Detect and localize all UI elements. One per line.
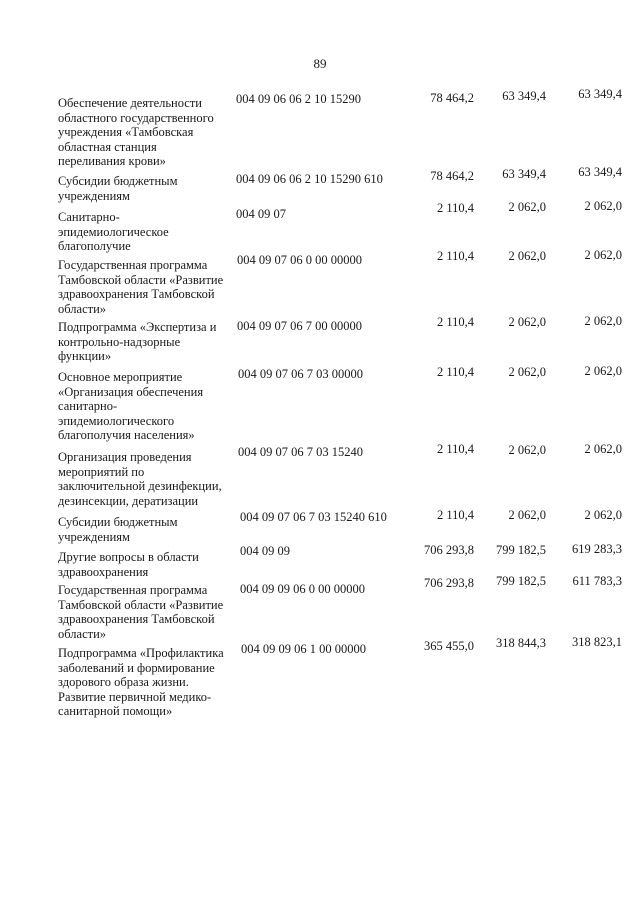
row-value-2: 63 349,4 xyxy=(502,167,546,181)
row-value-1: 2 110,4 xyxy=(436,201,474,215)
row-code: 004 09 06 06 2 10 15290 xyxy=(236,92,361,106)
row-value-3: 63 349,4 xyxy=(578,87,622,101)
row-value-1: 2 110,4 xyxy=(436,249,474,263)
row-value-3: 2 062,0 xyxy=(584,508,622,522)
row-value-1: 706 293,8 xyxy=(424,543,474,557)
row-value-1: 2 110,4 xyxy=(436,315,474,329)
row-value-2: 318 844,3 xyxy=(496,636,546,650)
row-name: Санитарно- эпидемиологическое благополучие xyxy=(58,210,169,254)
row-name: Основное мероприятие «Организация обеспечения санитарно- эпидемиологического благополучия населения» xyxy=(58,370,204,443)
row-code: 004 09 07 06 7 03 15240 610 xyxy=(240,510,387,524)
row-code: 004 09 07 06 0 00 00000 xyxy=(237,253,362,267)
row-value-2: 799 182,5 xyxy=(496,574,546,588)
row-value-2: 63 349,4 xyxy=(502,89,546,103)
row-name: Другие вопросы в области здравоохранения xyxy=(58,550,199,579)
row-value-1: 78 464,2 xyxy=(430,169,474,183)
row-value-2: 799 182,5 xyxy=(496,543,546,557)
row-value-3: 2 062,0 xyxy=(584,442,622,456)
row-value-1: 365 455,0 xyxy=(424,639,474,653)
row-name: Обеспечение деятельности областного государственного учреждения «Тамбовская областная станция переливания крови» xyxy=(58,96,214,169)
row-value-1: 2 110,4 xyxy=(436,508,474,522)
row-value-3: 318 823,1 xyxy=(572,635,622,649)
row-name: Государственная программа Тамбовской области «Развитие здравоохранения Тамбовской области» xyxy=(58,583,224,641)
row-value-3: 619 283,3 xyxy=(572,542,622,556)
row-name: Государственная программа Тамбовской области «Развитие здравоохранения Тамбовской области» xyxy=(58,258,224,316)
row-code: 004 09 06 06 2 10 15290 610 xyxy=(236,172,383,186)
row-value-3: 63 349,4 xyxy=(578,165,622,179)
page-number: 89 xyxy=(313,56,327,71)
row-value-2: 2 062,0 xyxy=(508,200,546,214)
row-code: 004 09 07 06 7 03 15240 xyxy=(238,445,363,459)
row-value-2: 2 062,0 xyxy=(508,249,546,263)
row-name: Организация проведения мероприятий по заключительной дезинфекции, дезинсекции, дератизации xyxy=(58,450,222,508)
row-code: 004 09 07 xyxy=(236,207,286,221)
row-name: Субсидии бюджетным учреждениям xyxy=(58,515,178,544)
row-code: 004 09 07 06 7 03 00000 xyxy=(238,367,363,381)
row-value-3: 611 783,3 xyxy=(572,574,622,588)
row-name: Подпрограмма «Профилактика заболеваний и формирование здорового образа жизни. Развитие первичной медико- санитарной помощи» xyxy=(58,646,224,719)
row-code: 004 09 07 06 7 00 00000 xyxy=(237,319,362,333)
row-value-1: 706 293,8 xyxy=(424,576,474,590)
row-value-3: 2 062,0 xyxy=(584,314,622,328)
row-value-3: 2 062,0 xyxy=(584,364,622,378)
row-value-2: 2 062,0 xyxy=(508,508,546,522)
row-name: Субсидии бюджетным учреждениям xyxy=(58,174,178,203)
row-value-3: 2 062,0 xyxy=(584,248,622,262)
row-value-3: 2 062,0 xyxy=(584,199,622,213)
row-value-1: 78 464,2 xyxy=(430,91,474,105)
row-code: 004 09 09 06 1 00 00000 xyxy=(241,642,366,656)
row-value-1: 2 110,4 xyxy=(436,442,474,456)
row-value-2: 2 062,0 xyxy=(508,365,546,379)
row-name: Подпрограмма «Экспертиза и контрольно-надзорные функции» xyxy=(58,320,217,364)
row-code: 004 09 09 xyxy=(240,544,290,558)
row-value-2: 2 062,0 xyxy=(508,443,546,457)
row-code: 004 09 09 06 0 00 00000 xyxy=(240,582,365,596)
row-value-2: 2 062,0 xyxy=(508,315,546,329)
row-value-1: 2 110,4 xyxy=(436,365,474,379)
